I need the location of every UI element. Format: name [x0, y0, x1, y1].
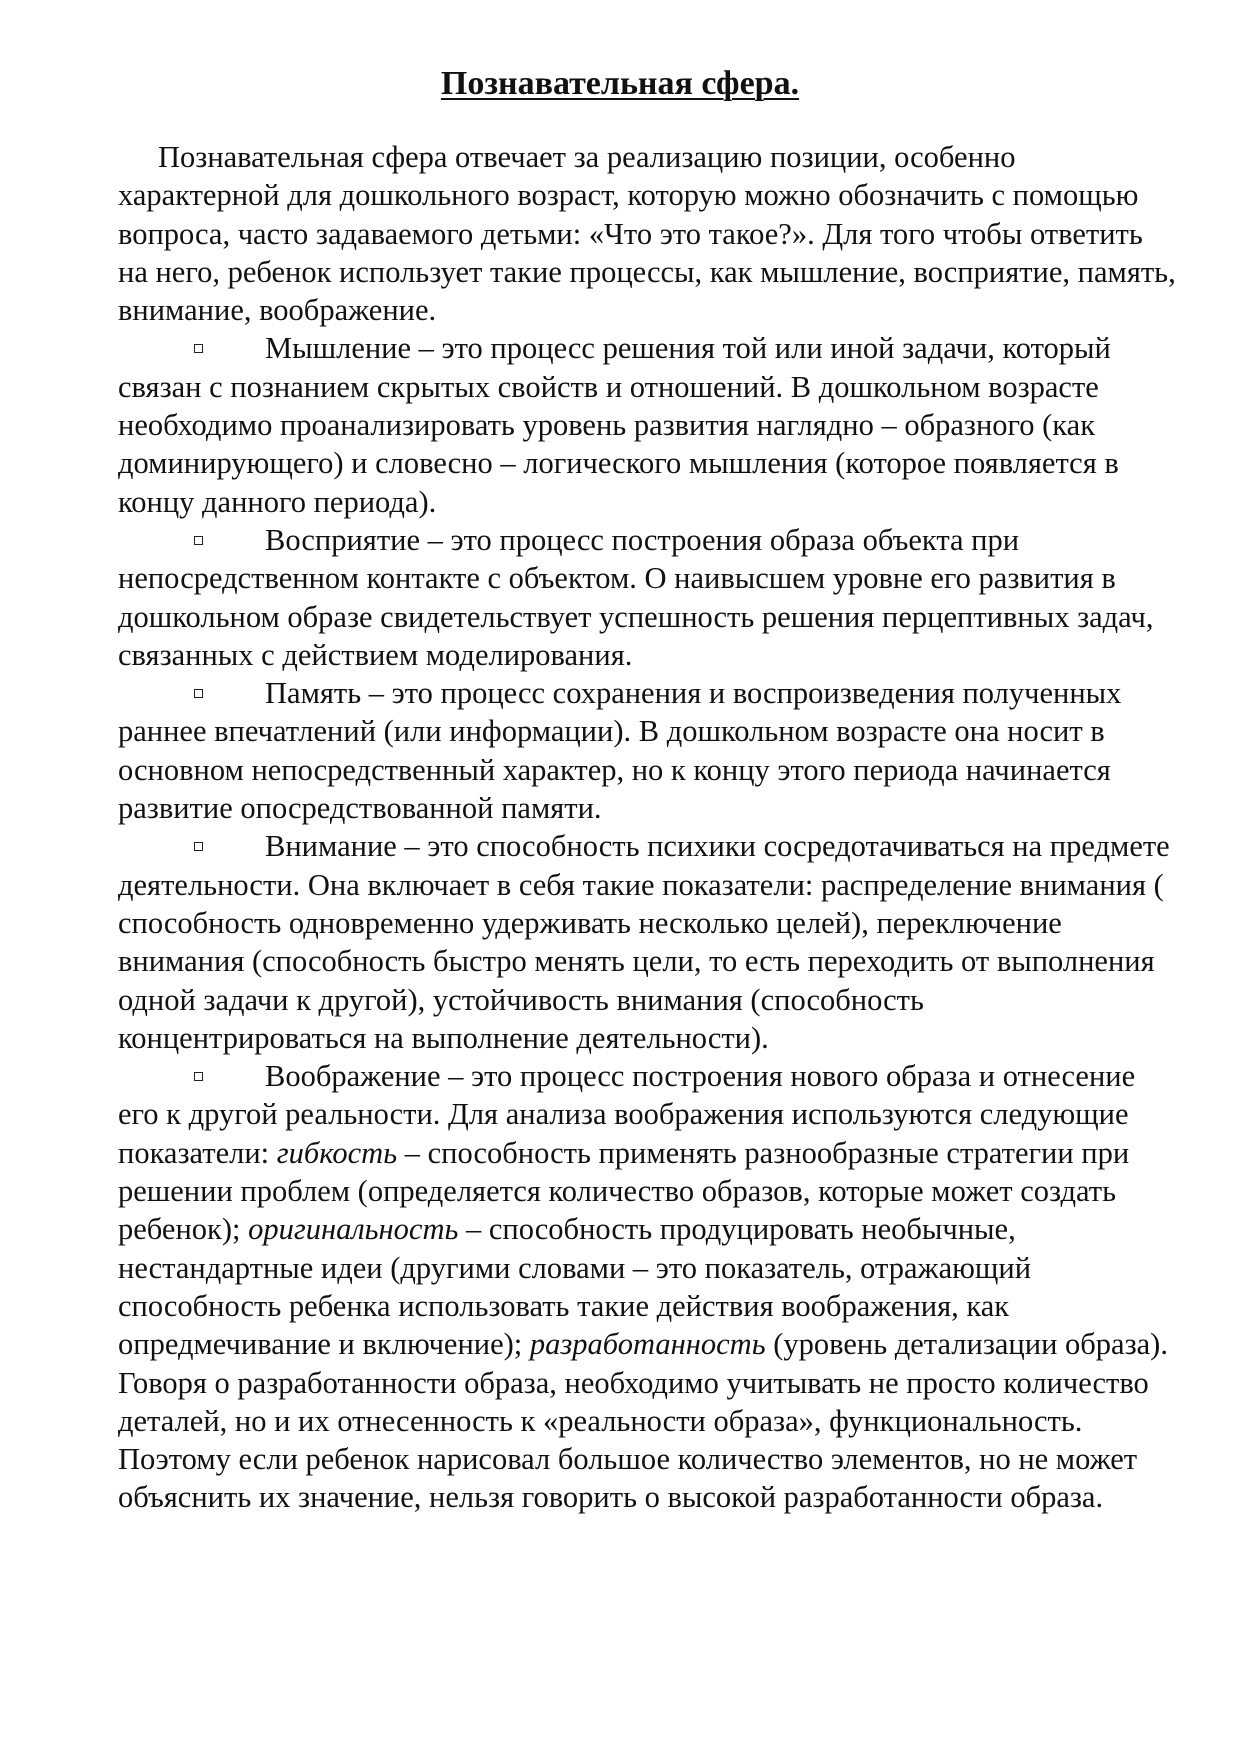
imagination-text-part: – способность применять разнообразные стратегии при решении проблем (определяется количество образов, которые может создать ребенок); — [118, 1135, 1130, 1247]
list-item-memory — [118, 674, 1176, 827]
list-item-imagination — [118, 1057, 1176, 1517]
square-bullet-icon — [194, 344, 203, 353]
imagination-text-part: – способность продуцировать необычные, нестандартные идеи (другими словами – это показатель, отражающий способность ребенка использовать такие действия воображения, как опредмечивание и включение); — [118, 1212, 1032, 1362]
page-title — [0, 64, 1240, 104]
square-bullet-icon — [194, 842, 203, 851]
square-bullet-icon — [194, 1072, 203, 1081]
term-elaboration: разработанность — [529, 1327, 766, 1362]
list-item-attention — [118, 827, 1176, 1057]
imagination-text-part: Воображение – это процесс построения нового образа и отнесение его к другой реальности. Для анализа воображения используются следующие показатели: — [118, 1059, 1136, 1170]
list-item-text: Память – это процесс сохранения и воспроизведения полученных раннее впечатлений (или информации). В дошкольном возрасте она носит в основном непосредственный характер, но к концу этого периода начинается развитие опосредствованной памяти. — [118, 676, 1122, 826]
term-originality: оригинальность — [248, 1212, 459, 1247]
document-body — [118, 138, 1176, 1517]
list-item-text: Мышление – это процесс решения той или иной задачи, который связан с познанием скрытых свойств и отношений. В дошкольном возрасте необходимо проанализировать уровень развития наглядно – образного (как доминирующего) и словесно – логического мышления (которое появляется в концу данного периода). — [118, 331, 1119, 519]
intro-paragraph: Познавательная сфера отвечает за реализацию позиции, особенно характерной для дошкольного возраст, которую можно обозначить с помощью вопроса, часто задаваемого детьми: «Что это такое?». Для того чтобы ответить на него, ребенок использует такие процессы, как мышление, восприятие, память, внимание, воображение. — [118, 140, 1176, 328]
imagination-text-part: (уровень детализации образа). Говоря о разработанности образа, необходимо учитывать не просто количество деталей, но и их отнесенность к «реальности образа», функциональность. Поэтому если ребенок нарисовал большое количество элементов, но не может объяснить их значение, нельзя говорить о высокой разработанности образа. — [118, 1327, 1168, 1515]
square-bullet-icon — [194, 536, 203, 545]
list-item-perception — [118, 521, 1176, 674]
page-title-text: Познавательная сфера. — [440, 65, 800, 102]
square-bullet-icon — [194, 689, 203, 698]
list-item-thinking — [118, 329, 1176, 520]
term-flexibility: гибкость — [276, 1135, 398, 1170]
list-item-text: Восприятие – это процесс построения образа объекта при непосредственном контакте с объектом. О наивысшем уровне его развития в дошкольном образе свидетельствует успешность решения перцептивных задач, связанных с действием моделирования. — [118, 522, 1154, 672]
list-item-text: Внимание – это способность психики сосредотачиваться на предмете деятельности. Она включает в себя такие показатели: распределение внимания ( способность одновременно удерживать несколько целей), переключение внимания (способность быстро менять цели, то есть переходить от выполнения одной задачи к другой), устойчивость внимания (способность концентрироваться на выполнение деятельности). — [118, 829, 1170, 1055]
